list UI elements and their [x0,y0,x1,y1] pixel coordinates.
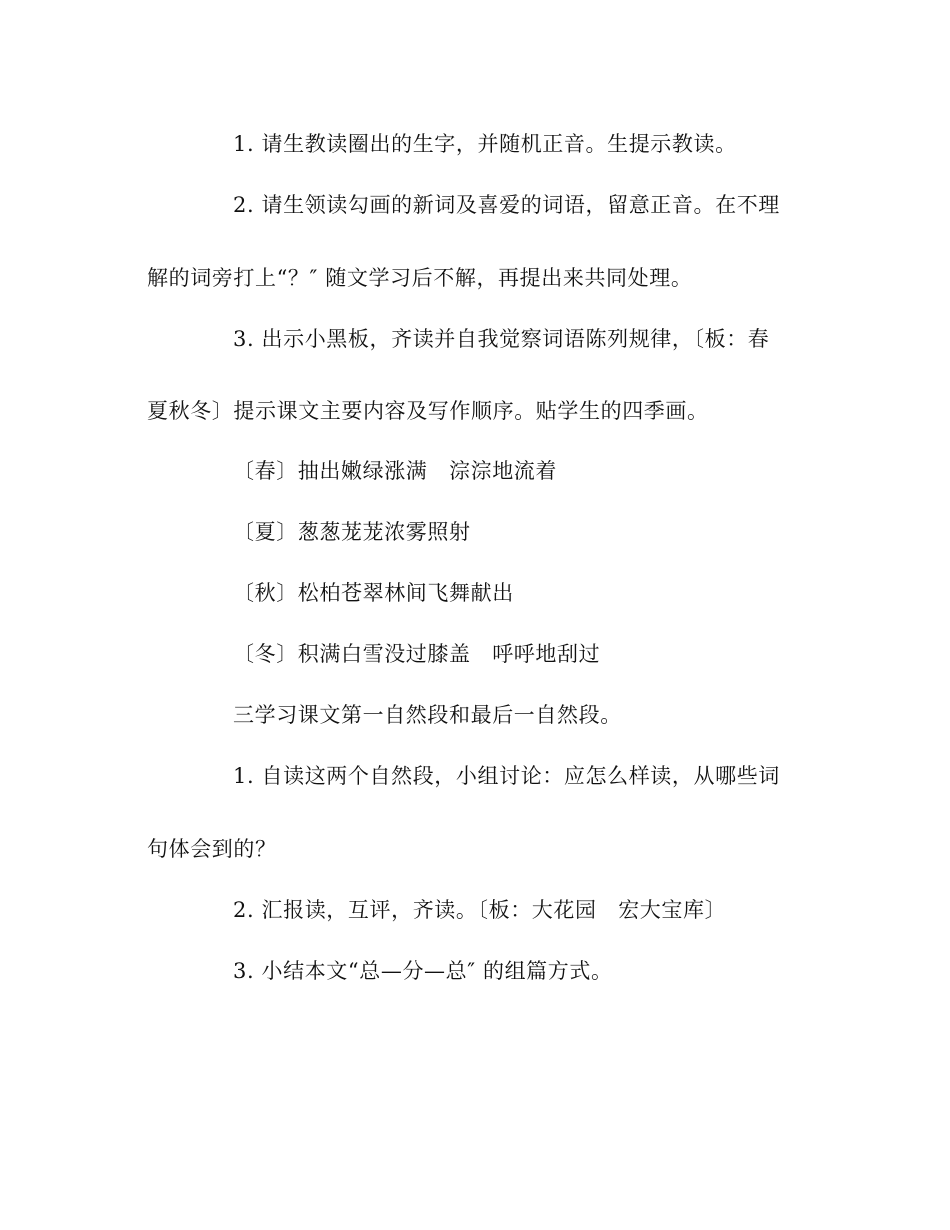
paragraph-line: 3. 小结本文“总—分—总″ 的组篇方式。 [233,959,613,983]
paragraph-line: 1. 自读这两个自然段，小组讨论：应怎么样读，从哪些词 [233,764,780,788]
season-line-spring: 〔春〕抽出嫩绿涨满 淙淙地流着 [233,459,557,483]
paragraph-line: 解的词旁打上“？″ 随文学习后不解，再提出来共同处理。 [147,266,693,290]
paragraph-line: 2. 汇报读，互评，齐读。〔板：大花园 宏大宝库〕 [233,898,727,922]
paragraph-line: 3. 出示小黑板，齐读并自我觉察词语陈列规律，〔板：春 [233,327,770,351]
season-line-summer: 〔夏〕葱葱茏茏浓雾照射 [233,520,471,544]
paragraph-line: 夏秋冬〕提示课文主要内容及写作顺序。贴学生的四季画。 [147,399,709,423]
paragraph-line: 句体会到的？ [147,837,277,861]
paragraph-line: 1. 请生教读圈出的生字，并随机正音。生提示教读。 [233,132,737,156]
paragraph-line: 2. 请生领读勾画的新词及喜爱的词语，留意正音。在不理 [233,193,780,217]
season-line-autumn: 〔秋〕松柏苍翠林间飞舞献出 [233,581,514,605]
section-heading: 三学习课文第一自然段和最后一自然段。 [233,703,622,727]
season-line-winter: 〔冬〕积满白雪没过膝盖 呼呼地刮过 [233,642,601,666]
